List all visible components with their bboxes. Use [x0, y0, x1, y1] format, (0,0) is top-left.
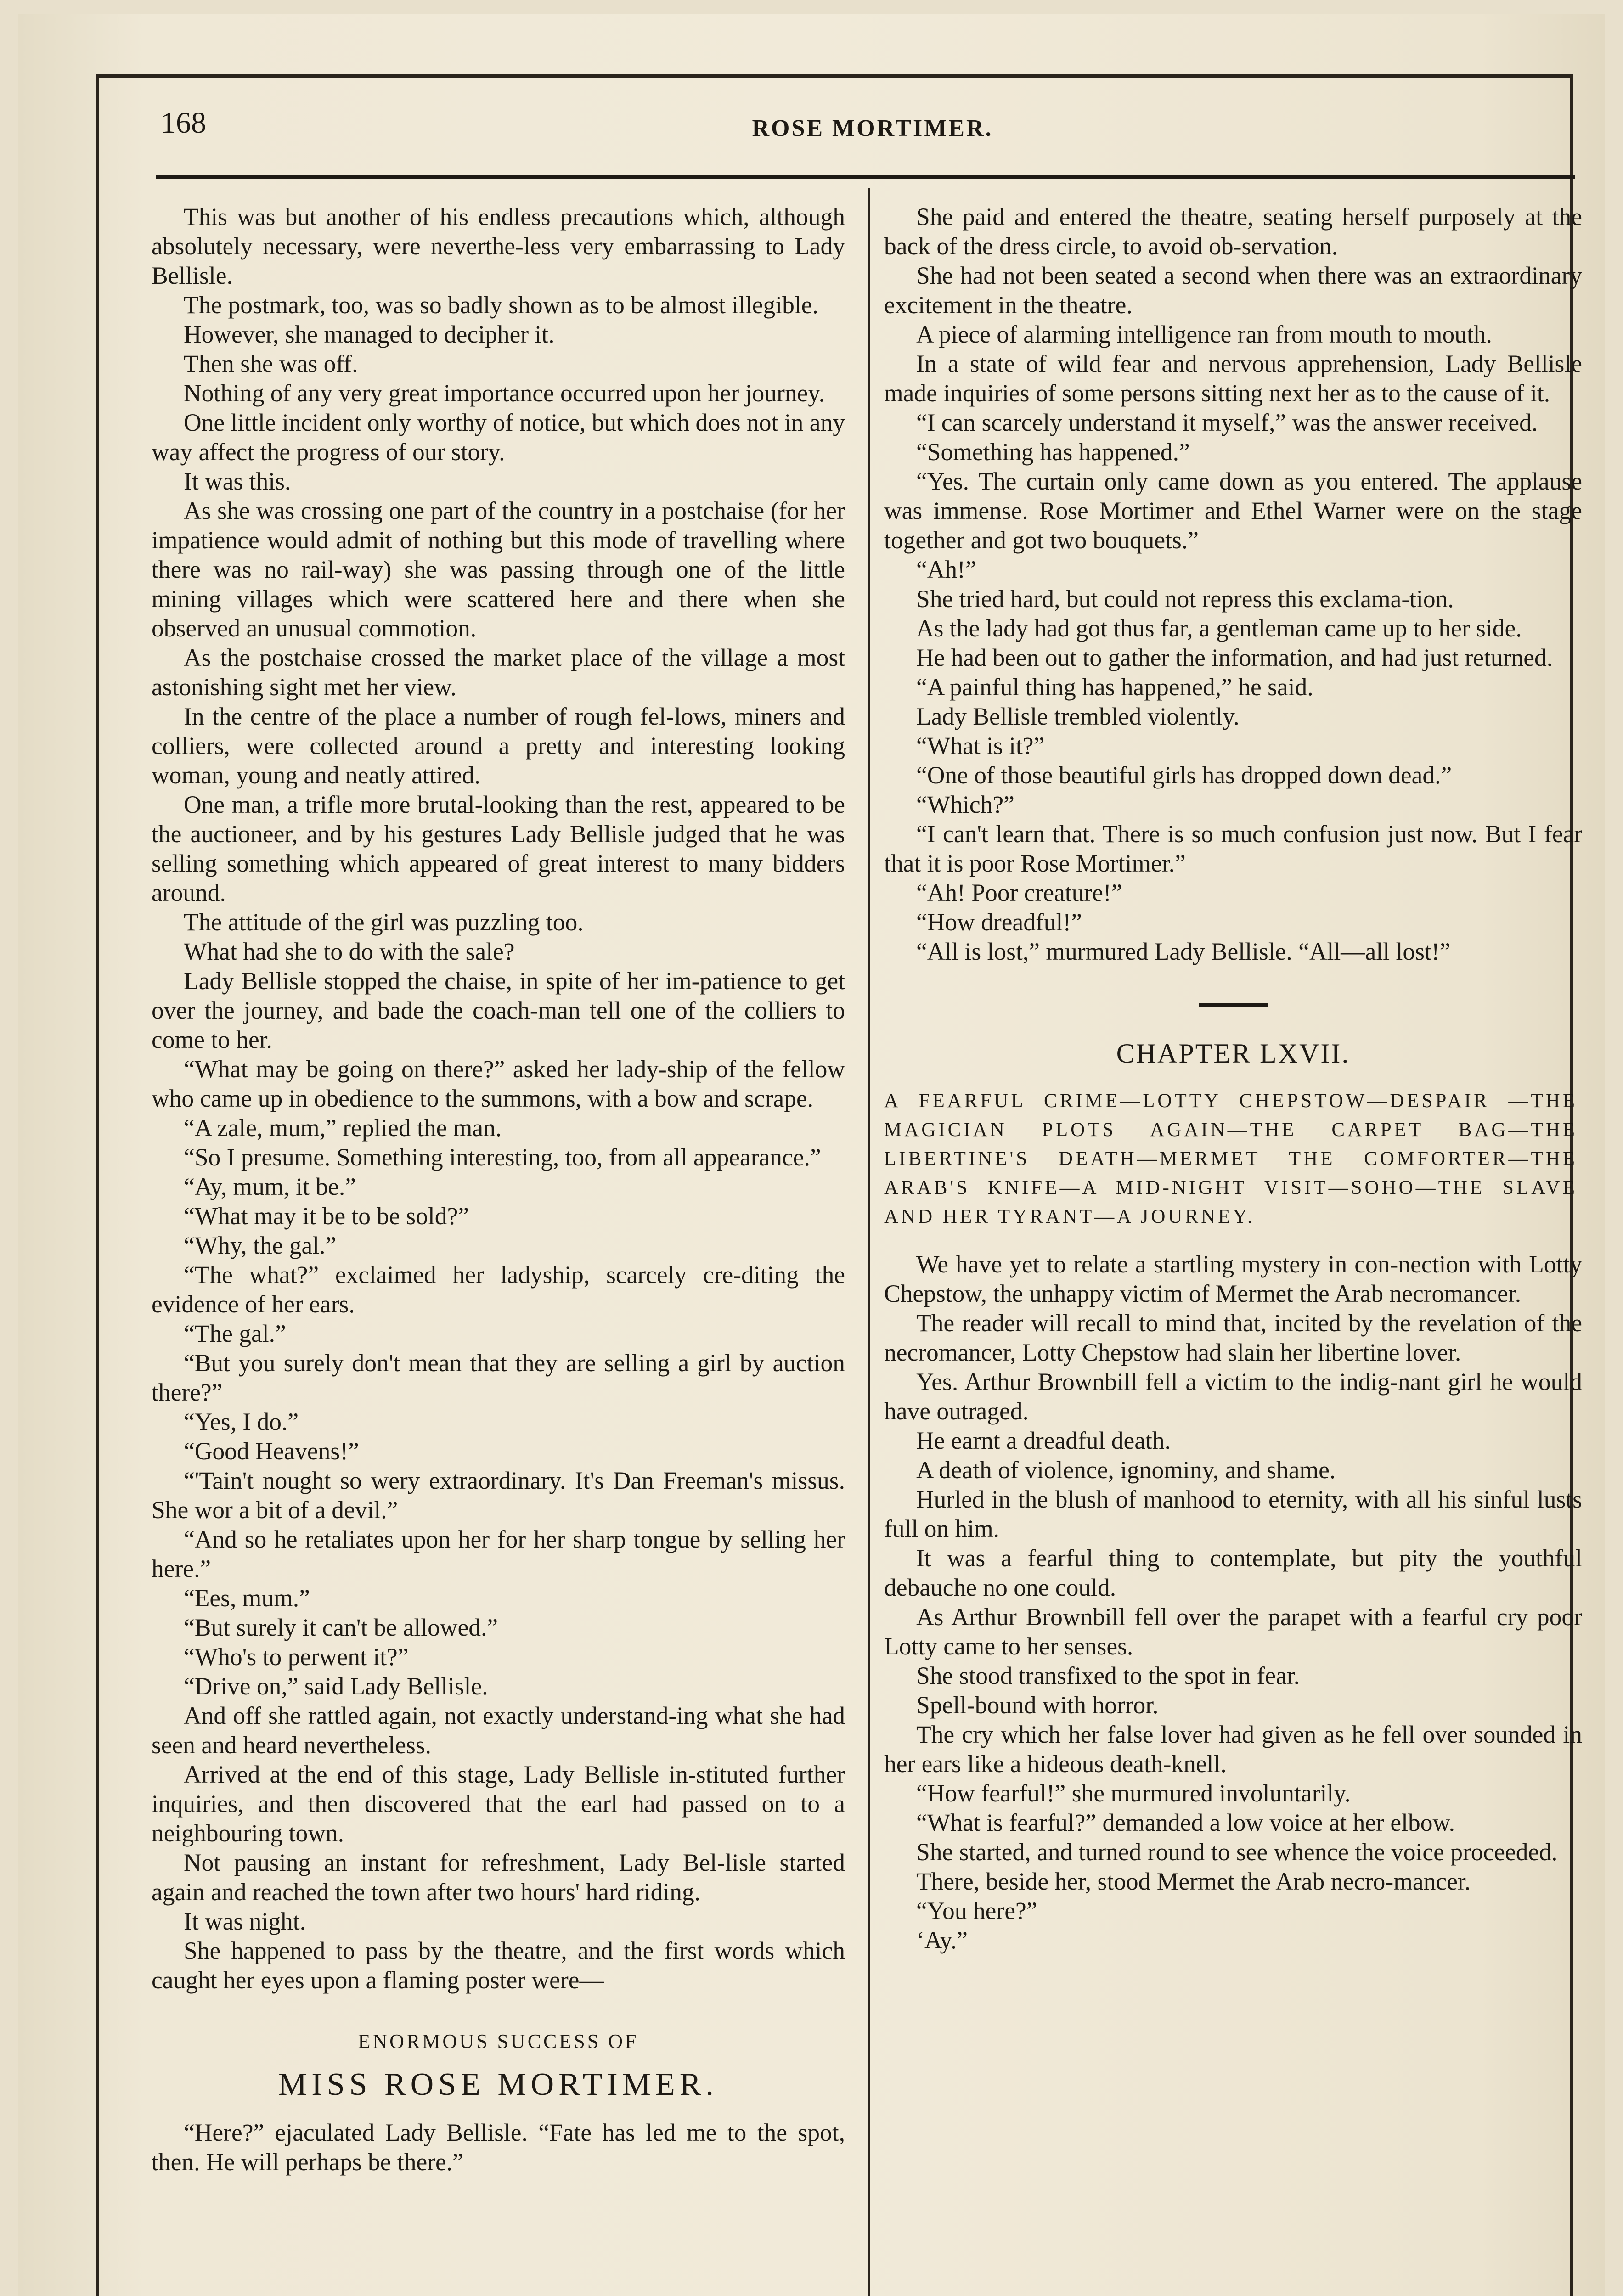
paragraph: One little incident only worthy of notice, but which does not in any way affect the progress of our story. — [152, 409, 845, 466]
paragraph: What had she to do with the sale? — [184, 938, 515, 965]
paragraph: Lady Bellisle trembled violently. — [916, 703, 1240, 730]
paragraph: A piece of alarming intelligence ran from mouth to mouth. — [916, 321, 1492, 348]
paragraph: “Why, the gal.” — [184, 1232, 337, 1259]
paragraph: “But you surely don't mean that they are selling a girl by auction there?” — [152, 1349, 845, 1406]
paragraph: Hurled in the blush of manhood to eternity, with all his sinful lusts full on him. — [884, 1486, 1582, 1542]
paragraph: As she was crossing one part of the country in a postchaise (for her impatience would admit of nothing but this mode of travelling where there was no rail-way) she was passing through one of the little mining villages which were scattered here and there when she observed an unusual commotion. — [152, 497, 845, 642]
paragraph: She happened to pass by the theatre, and the first words which caught her eyes upon a flaming poster were— — [152, 1937, 845, 1994]
paragraph: “I can't learn that. There is so much confusion just now. But I fear that it is poor Rose Mortimer.” — [884, 820, 1582, 877]
paragraph: “But surely it can't be allowed.” — [184, 1614, 498, 1641]
paragraph: “Ah! Poor creature!” — [916, 879, 1122, 906]
paragraph: She started, and turned round to see whence the voice proceeded. — [916, 1838, 1558, 1866]
paragraph: “The gal.” — [184, 1320, 286, 1347]
left-column — [152, 202, 845, 2177]
paragraph: “Something has happened.” — [916, 438, 1190, 466]
paragraph: She stood transfixed to the spot in fear. — [916, 1662, 1300, 1689]
running-title: ROSE MORTIMER. — [752, 115, 993, 141]
paragraph: She paid and entered the theatre, seating herself purposely at the back of the dress circle, to avoid ob-servation. — [884, 203, 1582, 260]
paragraph: There, beside her, stood Mermet the Arab necro-mancer. — [916, 1868, 1471, 1895]
paragraph: “Ah!” — [916, 556, 976, 583]
paragraph: “And so he retaliates upon her for her sharp tongue by selling her here.” — [152, 1525, 845, 1582]
chapter-synopsis: A FEARFUL CRIME—LOTTY CHEPSTOW—DESPAIR —THE MAGICIAN PLOTS AGAIN—THE CARPET BAG—THE LIBERTINE'S DEATH—MERMET THE COMFORTER—THE ARAB'S KNIFE—A MID-NIGHT VISIT—SOHO—THE SLAVE AND HER TYRANT—A JOURNEY. — [884, 1090, 1578, 1227]
paragraph: As the lady had got thus far, a gentleman came up to her side. — [916, 614, 1522, 642]
section-rule — [1199, 1003, 1268, 1007]
paragraph: “All is lost,” murmured Lady Bellisle. “All—all lost!” — [916, 938, 1451, 965]
paragraph: Not pausing an instant for refreshment, Lady Bel-lisle started again and reached the town after two hours' hard riding. — [152, 1849, 845, 1906]
paragraph: “Yes. The curtain only came down as you entered. The applause was immense. Rose Mortimer and Ethel Warner were on the stage together and got two bouquets.” — [884, 467, 1582, 554]
left-paragraphs — [152, 202, 845, 1995]
paragraph: “The what?” exclaimed her ladyship, scarcely cre-diting the evidence of her ears. — [152, 1261, 845, 1318]
paragraph: Spell-bound with horror. — [916, 1691, 1159, 1719]
paragraph: ‘Ay.” — [916, 1926, 968, 1954]
chapter-paragraphs — [884, 1249, 1582, 1955]
paragraph: As Arthur Brownbill fell over the parapet with a fearful cry poor Lotty came to her senses. — [884, 1603, 1582, 1660]
paragraph: This was but another of his endless precautions which, although absolutely necessary, were neverthe-less very embarrassing to Lady Bellisle. — [152, 203, 845, 289]
paragraph: Lady Bellisle stopped the chaise, in spite of her im-patience to get over the journey, and bade the coach-man tell one of the colliers to come to her. — [152, 967, 845, 1053]
paragraph: He had been out to gather the information, and had just returned. — [916, 644, 1553, 671]
paragraph: “How fearful!” she murmured involuntarily. — [916, 1779, 1351, 1807]
paragraph: “A zale, mum,” replied the man. — [184, 1114, 502, 1142]
poster-heading: ENORMOUS SUCCESS OF — [358, 2030, 639, 2053]
paragraph: “Ees, mum.” — [184, 1584, 310, 1612]
paragraph: “What is fearful?” demanded a low voice at her elbow. — [916, 1809, 1455, 1836]
paragraph: “What may be going on there?” asked her lady-ship of the fellow who came up in obedience to the summons, with a bow and scrape. — [152, 1055, 845, 1112]
paragraph: In the centre of the place a number of rough fel-lows, miners and colliers, were collected around a pretty and interesting looking woman, young and neatly attired. — [152, 703, 845, 789]
paragraph: “Drive on,” said Lady Bellisle. — [184, 1672, 488, 1700]
paragraph: “So I presume. Something interesting, too, from all appearance.” — [184, 1143, 821, 1171]
right-column — [884, 202, 1582, 1955]
paragraph: The reader will recall to mind that, incited by the revelation of the necromancer, Lotty Chepstow had slain her libertine lover. — [884, 1309, 1582, 1366]
paragraph: As the postchaise crossed the market place of the village a most astonishing sight met her view. — [152, 644, 845, 701]
paragraph: Then she was off. — [184, 350, 358, 377]
chapter-title: CHAPTER LXVII. — [1116, 1038, 1350, 1069]
column-divider — [868, 188, 870, 2296]
paragraph: It was this. — [184, 467, 291, 495]
paragraph: One man, a trifle more brutal-looking than the rest, appeared to be the auctioneer, and by his gestures Lady Bellisle judged that he was selling something which appeared of great interest to many bidders around. — [152, 791, 845, 906]
poster-name: MISS ROSE MORTIMER. — [278, 2067, 718, 2102]
paragraph: “What may it be to be sold?” — [184, 1202, 469, 1230]
paragraph: We have yet to relate a startling mystery in con-nection with Lotty Chepstow, the unhappy victim of Mermet the Arab necromancer. — [884, 1250, 1582, 1307]
paragraph: “Who's to perwent it?” — [184, 1643, 409, 1671]
paragraph: “'Tain't nought so wery extraordinary. It's Dan Freeman's missus. She wor a bit of a devil.” — [152, 1467, 845, 1524]
paragraph: Nothing of any very great importance occurred upon her journey. — [184, 379, 825, 407]
paragraph: “You here?” — [916, 1897, 1037, 1925]
paragraph: She had not been seated a second when there was an extraordinary excitement in the theatre. — [884, 262, 1582, 319]
paragraph: “I can scarcely understand it myself,” was the answer received. — [916, 409, 1538, 436]
left-closing-paragraphs — [152, 2118, 845, 2177]
paragraph: “A painful thing has happened,” he said. — [916, 673, 1313, 701]
paragraph: “Which?” — [916, 791, 1014, 818]
paragraph: Arrived at the end of this stage, Lady Bellisle in-stituted further inquiries, and then discovered that the earl had passed on to a neighbouring town. — [152, 1761, 845, 1847]
paragraph: “Here?” ejaculated Lady Bellisle. “Fate has led me to the spot, then. He will perhaps be there.” — [152, 2119, 845, 2176]
paragraph: He earnt a dreadful death. — [916, 1427, 1171, 1454]
paragraph: She tried hard, but could not repress this exclama-tion. — [916, 585, 1454, 613]
header-rule — [156, 175, 1575, 179]
paragraph: “Ay, mum, it be.” — [184, 1173, 356, 1200]
paragraph: The postmark, too, was so badly shown as to be almost illegible. — [184, 291, 818, 319]
paragraph: And off she rattled again, not exactly understand-ing what she had seen and heard nevertheless. — [152, 1702, 845, 1759]
paragraph: However, she managed to decipher it. — [184, 321, 555, 348]
paragraph: It was a fearful thing to contemplate, but pity the youthful debauche no one could. — [884, 1544, 1582, 1601]
page-number: 168 — [161, 106, 206, 140]
paragraph: “How dreadful!” — [916, 908, 1082, 936]
paragraph: “One of those beautiful girls has dropped down dead.” — [916, 761, 1452, 789]
paragraph: A death of violence, ignominy, and shame. — [916, 1456, 1336, 1484]
paragraph: The attitude of the girl was puzzling too. — [184, 908, 584, 936]
paragraph: “What is it?” — [916, 732, 1045, 760]
paragraph: “Yes, I do.” — [184, 1408, 299, 1435]
paragraph: It was night. — [184, 1908, 306, 1935]
paragraph: Yes. Arthur Brownbill fell a victim to the indig-nant girl he would have outraged. — [884, 1368, 1582, 1425]
book-page — [18, 14, 1605, 2296]
paragraph: “Good Heavens!” — [184, 1437, 359, 1465]
paragraph: In a state of wild fear and nervous apprehension, Lady Bellisle made inquiries of some persons sitting next her as to the cause of it. — [884, 350, 1582, 407]
paragraph: The cry which her false lover had given as he fell over sounded in her ears like a hideous death-knell. — [884, 1721, 1582, 1778]
right-paragraphs — [884, 202, 1582, 966]
